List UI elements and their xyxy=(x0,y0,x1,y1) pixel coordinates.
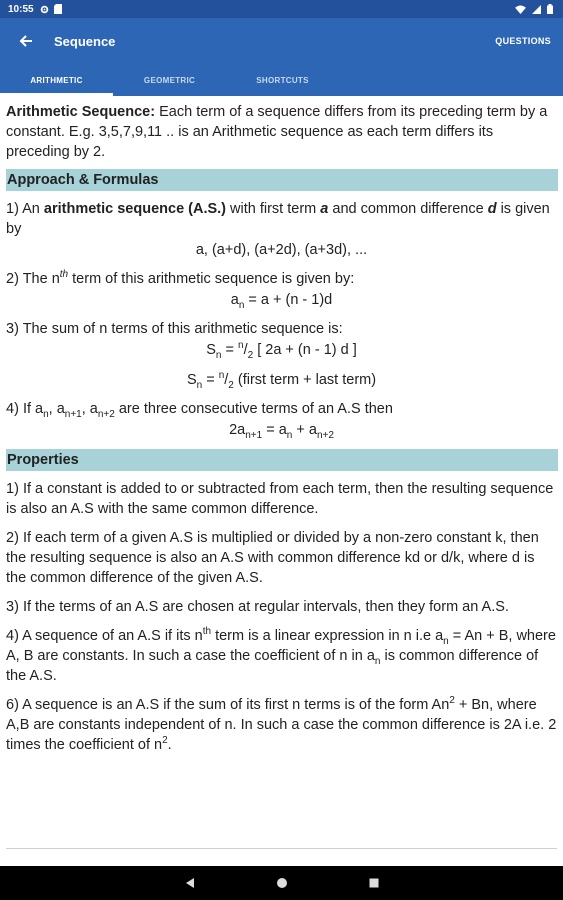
intro-heading: Arithmetic Sequence: xyxy=(6,104,156,120)
app-bar xyxy=(0,18,563,64)
system-nav-bar xyxy=(0,866,563,900)
tab-bar xyxy=(0,64,563,96)
formula-terms: a, (a+d), (a+2d), (a+3d), ... xyxy=(195,242,368,258)
formula-sum-1: $S_n = ^n/_2$ [ 2a + (n - 1) d ] xyxy=(206,340,357,361)
tab-arithmetic[interactable]: ARITHMETIC xyxy=(0,64,113,96)
back-button[interactable] xyxy=(16,31,36,51)
formula-item-1: 1) An arithmetic sequence (A.S.) with first term a and common difference d is given by a, (a+d), (a+2d), (a+3d), ... xyxy=(6,199,557,260)
recents-square-icon xyxy=(368,877,380,889)
nav-recents-button[interactable] xyxy=(366,875,382,891)
intro-paragraph xyxy=(6,102,557,162)
sd-card-icon xyxy=(54,4,62,14)
property-item-6: 6) A sequence is an A.S if the sum of its first n terms is of the form $An^2 + Bn$, where A,B are constants independent of n. In such a case the common difference is 2A i.e. 2 times the coefficient of $n^2$. xyxy=(6,695,557,753)
nav-home-button[interactable] xyxy=(274,875,290,891)
formula-nth-term: $a_n = a + (n - 1)d$ xyxy=(230,292,333,311)
formula-item-2: 2) The $n^{th}$ term of this arithmetic sequence is given by: $a_n = a + (n - 1)d$ xyxy=(6,269,557,310)
nav-back-button[interactable] xyxy=(182,875,198,891)
status-time: 10:55 xyxy=(8,3,34,15)
content-scroll[interactable] xyxy=(0,96,563,866)
back-triangle-icon xyxy=(184,877,196,889)
intro-text: Each term of a sequence differs from its preceding term by a constant. E.g. 3,5,7,9,11 .. is an Arithmetic sequence as each term differs its preceding by 2. xyxy=(6,104,548,160)
property-item-4: 4) A sequence of an A.S if its $n^{th}$ term is a linear expression in n i.e $a_n = An + B$, where A, B are constants. In such a case the coefficient of n in $a_n$ is common difference of the A.S. xyxy=(6,626,556,684)
gear-icon xyxy=(40,5,49,14)
formula-sum-2: $S_n = ^n/_2$ (first term + last term) xyxy=(186,370,377,391)
content-divider xyxy=(6,848,557,849)
tab-shortcuts[interactable]: SHORTCUTS xyxy=(256,75,309,85)
status-bar xyxy=(0,0,563,18)
wifi-icon xyxy=(515,5,526,14)
arrow-left-icon xyxy=(19,34,33,48)
cellular-icon xyxy=(532,5,541,14)
formula-consecutive: $2a_{n+1} = a_n + a_{n+2}$ xyxy=(229,422,334,441)
home-circle-icon xyxy=(276,877,288,889)
formula-item-4: 4) If $a_n$, $a_{n+1}$, $a_{n+2}$ are three consecutive terms of an A.S then $2a_{n+1} = a_n + a_{n+2}$ xyxy=(6,399,557,440)
property-item-2: 2) If each term of a given A.S is multiplied or divided by a non-zero constant k, then the resulting sequence is also an A.S with common difference kd or d/k, where d is the common difference of the given A.S. xyxy=(6,530,539,586)
formula-item-3: 3) The sum of n terms of this arithmetic sequence is: $S_n = ^n/_2$ [ 2a + (n - 1) d ] $S_n = ^n/_2$ (first term + last term) xyxy=(6,319,557,390)
property-item-3: 3) If the terms of an A.S are chosen at regular intervals, then they form an A.S. xyxy=(6,599,509,615)
app-title: Sequence xyxy=(54,33,116,49)
battery-icon xyxy=(547,4,553,14)
questions-button[interactable]: QUESTIONS xyxy=(495,36,551,46)
section-heading-properties: Properties xyxy=(6,449,558,471)
property-item-1: 1) If a constant is added to or subtracted from each term, then the resulting sequence is also an A.S with the same common difference. xyxy=(6,481,554,517)
tab-geometric[interactable]: GEOMETRIC xyxy=(143,75,196,85)
section-heading-approach: Approach & Formulas xyxy=(6,169,558,191)
